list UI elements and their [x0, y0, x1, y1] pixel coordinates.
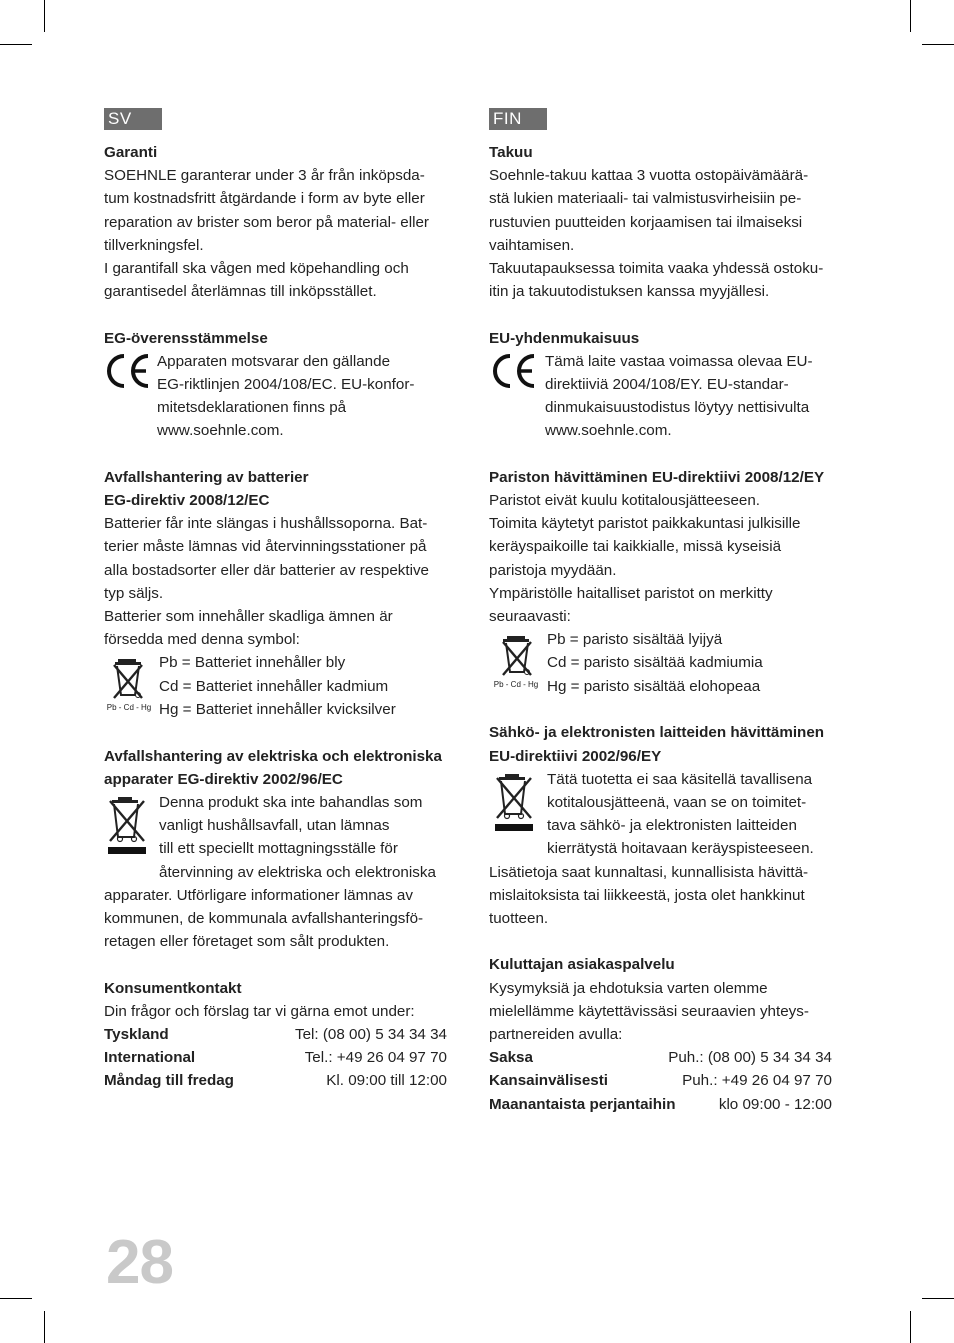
finnish-column [489, 108, 851, 1139]
paragraph-line: Tätä tuotetta ei saa käsitellä tavallisena [547, 770, 813, 788]
paragraph-line: alla bostadsorter eller där batterier av respektive [104, 561, 430, 579]
paragraph-line: kierrätystä hoitavaan keräyspisteeseen. [547, 840, 814, 858]
crossed-bin-icon [104, 793, 150, 857]
section-subheading: apparater EG-direktiv 2002/96/EC [104, 770, 343, 788]
paragraph-line: tillverkningsfel. [104, 236, 204, 254]
bin-caption: Pb - Cd - Hg [106, 703, 152, 713]
paragraph-line: Ympäristölle haitalliset paristot on merkitty [489, 584, 773, 602]
contact-value: Tel: (08 00) 5 34 34 34 [295, 1026, 447, 1044]
paragraph-line: återvinning av elektriska och elektroniska [159, 863, 436, 881]
crop-mark [910, 1311, 911, 1343]
crop-mark [922, 1298, 954, 1299]
paragraph-line: itin ja takuutodistuksen kanssa myyjällesi. [489, 283, 770, 301]
battery-bin-icon [104, 653, 154, 713]
paragraph-line: stä lukien materiaali- tai valmistusvirheisiin pe- [489, 190, 802, 208]
contact-value: Puh.: +49 26 04 97 70 [682, 1072, 832, 1090]
weee-statement [489, 768, 851, 861]
consumer-contact-section [104, 977, 466, 1093]
paragraph-line: terier måste lämnas vid återvinningsstationer på [104, 538, 427, 556]
paragraph-line: EG-riktlinjen 2004/108/EC. EU-konfor- [157, 376, 415, 394]
contact-row [489, 1046, 832, 1069]
contact-label: Tyskland [104, 1026, 169, 1044]
crop-mark [44, 0, 45, 32]
paragraph-line: www.soehnle.com. [545, 422, 672, 440]
section-heading: EG-överensstämmelse [104, 329, 268, 347]
weee-section [104, 745, 466, 954]
paragraph-line: Lisätietoja saat kunnaltasi, kunnallisista hävittä- [489, 863, 809, 881]
weee-statement [104, 791, 466, 884]
ce-statement [104, 350, 466, 443]
paragraph-line: mielellämme käytettävissäsi seuraavien yhteys- [489, 1002, 809, 1020]
contact-value: klo 09:00 - 12:00 [718, 1095, 832, 1113]
paragraph-line: mislaitoksista tai liikkeestä, josta olet hankkinut [489, 886, 805, 904]
battery-symbol-legend [489, 628, 851, 698]
paragraph-line: vanligt hushållsavfall, utan lämnas [159, 817, 390, 835]
paragraph-line: garantisedel återlämnas till inköpsstället. [104, 283, 377, 301]
paragraph-line: tum kostnadsfritt åtgärdande i form av byte eller [104, 190, 425, 208]
paragraph-line: Takuutapauksessa toimita vaaka yhdessä ostoku- [489, 260, 824, 278]
symbol-legend-line: Cd = Batteriet innehåller kadmium [159, 677, 389, 695]
paragraph-line: Tämä laite vastaa voimassa olevaa EU- [545, 352, 813, 370]
section-heading: Pariston hävittäminen EU-direktiivi 2008/12/EY [489, 468, 825, 486]
paragraph-line: kotitalousjätteenä, vaan se on toimitet- [547, 794, 807, 812]
contact-label: Måndag till fredag [104, 1072, 234, 1090]
paragraph-line: rustuvien puutteiden korjaamisen tai ilmaiseksi [489, 213, 803, 231]
weee-section [489, 721, 851, 930]
ce-mark-icon [489, 352, 539, 390]
contact-label: Maanantaista perjantaihin [489, 1095, 676, 1113]
paragraph-line: tuotteen. [489, 910, 549, 928]
crop-mark [0, 1298, 32, 1299]
battery-disposal-section [489, 466, 851, 698]
paragraph-line: Denna produkt ska inte bahandlas som [159, 794, 423, 812]
paragraph-line: direktiiviä 2004/108/EY. EU-standar- [545, 376, 789, 394]
paragraph-line: mitetsdeklarationen finns på [157, 399, 347, 417]
warranty-section [104, 141, 466, 303]
paragraph-line: Din frågor och förslag tar vi gärna emot under: [104, 1002, 415, 1020]
swedish-column [104, 108, 466, 1116]
paragraph-line: vaihtamisen. [489, 236, 575, 254]
consumer-contact-section [489, 953, 851, 1115]
language-tag: FIN [489, 108, 547, 130]
paragraph-line: dinmukaisuustodistus löytyy nettisivulta [545, 399, 810, 417]
paragraph-line: Soehnle-takuu kattaa 3 vuotta ostopäivämäärä- [489, 167, 809, 185]
paragraph-line: Paristot eivät kuulu kotitalousjätteeseen. [489, 492, 761, 510]
contact-value: Kl. 09:00 till 12:00 [326, 1072, 447, 1090]
crop-mark [0, 44, 32, 45]
battery-bin-icon [489, 630, 543, 690]
contact-label: Saksa [489, 1049, 533, 1067]
paragraph-line: I garantifall ska vågen med köpehandling och [104, 260, 409, 278]
symbol-legend-line: Cd = paristo sisältää kadmiumia [547, 654, 763, 672]
contact-row [104, 1023, 447, 1046]
paragraph-line: Batterier får inte slängas i hushållssoporna. Bat- [104, 515, 428, 533]
paragraph-line: seuraavasti: [489, 608, 571, 626]
paragraph-line: www.soehnle.com. [157, 422, 284, 440]
conformity-section [489, 327, 851, 443]
symbol-legend-line: Hg = Batteriet innehåller kvicksilver [159, 700, 396, 718]
paragraph-line: försedda med denna symbol: [104, 631, 300, 649]
paragraph-line: reparation av brister som beror på material- eller [104, 213, 429, 231]
section-heading: EU-yhdenmukaisuus [489, 329, 640, 347]
battery-disposal-section [104, 466, 466, 722]
paragraph-line: till ett speciellt mottagningsställe för [159, 840, 398, 858]
paragraph-line: typ säljs. [104, 584, 164, 602]
paragraph-line: kommunen, de kommunala avfallshanteringsfö- [104, 910, 424, 928]
paragraph-line: Apparaten motsvarar den gällande [157, 352, 391, 370]
bin-caption: Pb - Cd - Hg [493, 680, 539, 690]
section-subheading: EU-direktiivi 2002/96/EY [489, 747, 662, 765]
paragraph-line: paristoja myydään. [489, 561, 617, 579]
ce-mark-icon [104, 352, 152, 390]
section-heading: Sähkö- ja elektronisten laitteiden hävittäminen [489, 724, 825, 742]
crop-mark [44, 1311, 45, 1343]
symbol-legend-line: Pb = paristo sisältää lyijyä [547, 631, 723, 649]
symbol-legend-line: Pb = Batteriet innehåller bly [159, 654, 346, 672]
contact-row [489, 1093, 832, 1116]
paragraph-line: Toimita käytetyt paristot paikkakuntasi julkisille [489, 515, 801, 533]
section-heading: Avfallshantering av elektriska och elektroniska [104, 747, 442, 765]
contact-value: Puh.: (08 00) 5 34 34 34 [668, 1049, 832, 1067]
section-heading: Takuu [489, 144, 533, 161]
battery-symbol-legend [104, 651, 466, 721]
section-heading: Konsumentkontakt [104, 979, 242, 997]
contact-row [489, 1069, 832, 1092]
section-heading: Kuluttajan asiakaspalvelu [489, 956, 675, 974]
paragraph-line: Kysymyksiä ja ehdotuksia varten olemme [489, 979, 768, 997]
paragraph-line: SOEHNLE garanterar under 3 år från inköpsda- [104, 167, 425, 185]
page-number: 28 [106, 1228, 173, 1297]
crop-mark [910, 0, 911, 32]
contact-label: Kansainvälisesti [489, 1072, 609, 1090]
crop-mark [922, 44, 954, 45]
warranty-section [489, 141, 851, 303]
crossed-bin-icon [489, 770, 539, 834]
paragraph-line: apparater. Utförligare informationer lämnas av [104, 886, 413, 904]
contact-label: International [104, 1049, 196, 1067]
language-tag: SV [104, 108, 162, 130]
contact-row [104, 1046, 447, 1069]
paragraph-line: tava sähkö- ja elektronisten laitteiden [547, 817, 797, 835]
section-subheading: EG-direktiv 2008/12/EC [104, 492, 270, 510]
paragraph-line: retagen eller företaget som sålt produkten. [104, 933, 390, 951]
conformity-section [104, 327, 466, 443]
ce-statement [489, 350, 851, 443]
contact-row [104, 1069, 447, 1092]
symbol-legend-line: Hg = paristo sisältää elohopeaa [547, 677, 761, 695]
section-heading: Avfallshantering av batterier [104, 468, 309, 486]
paragraph-line: partnereiden avulla: [489, 1026, 623, 1044]
section-heading: Garanti [104, 144, 158, 161]
contact-value: Tel.: +49 26 04 97 70 [304, 1049, 447, 1067]
paragraph-line: keräyspaikoille tai kaikkialle, missä kyseisiä [489, 538, 782, 556]
paragraph-line: Batterier som innehåller skadliga ämnen är [104, 608, 393, 626]
